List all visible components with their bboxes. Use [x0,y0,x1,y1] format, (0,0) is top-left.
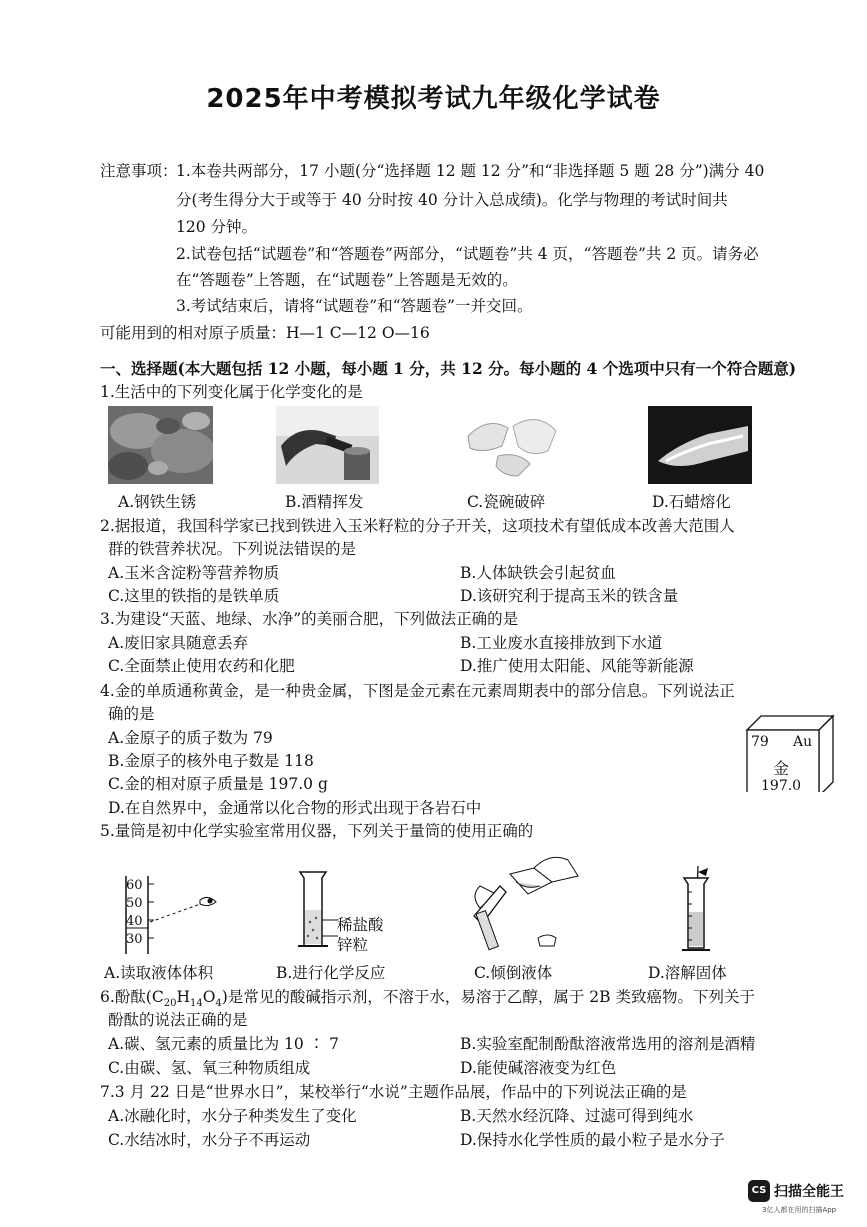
pouring-liquid-diagram [460,846,590,958]
q4-option: C.金的相对原子质量是 197.0 g [108,775,328,793]
question-6-stem: 酚酞的说法正确的是 [108,1011,248,1029]
q5-option: C.倾倒液体 [474,964,553,982]
notes-line: 在“答题卷”上答题，在“试题卷”上答题是无效的。 [176,271,518,289]
element-symbol: Au [793,734,813,750]
question-2-stem: 2.据报道，我国科学家已找到铁进入玉米籽粒的分子开关，这项技术有望低成本改善大范围人 [100,517,735,535]
dissolving-cylinder-diagram [672,862,722,958]
question-5-stem: 5.量筒是初中化学实验室常用仪器，下列关于量筒的使用正确的 [100,822,534,840]
q1-option: B.酒精挥发 [285,493,364,511]
notes-line: 1.本卷共两部分，17 小题(分“选择题 12 题 12 分”和“非选择题 5 题 28 分”)满分 40 [176,162,765,180]
q3-option: D.推广使用太阳能、风能等新能源 [460,657,694,675]
q7-option: D.保持水化学性质的最小粒子是水分子 [460,1131,725,1149]
q3-option: C.全面禁止使用农药和化肥 [108,657,295,675]
notes-label: 注意事项： [100,162,178,180]
question-4-stem: 4.金的单质通称黄金，是一种贵金属，下图是金元素在元素周期表中的部分信息。下列说法正 [100,682,735,700]
camscanner-watermark [748,1178,858,1218]
q4-option: D.在自然界中，金通常以化合物的形式出现于各岩石中 [108,799,482,817]
melting-wax-photo [648,406,752,484]
q2-option: B.人体缺铁会引起贫血 [460,564,616,582]
section-heading: 一、选择题(本大题包括 12 小题，每小题 1 分，共 12 分。每小题的 4 个选项中只有一个符合题意) [100,359,797,378]
q4-option: B.金原子的核外电子数是 118 [108,752,314,770]
q1-option: A.钢铁生锈 [118,493,197,511]
q6-option: D.能使碱溶液变为红色 [460,1059,617,1077]
scale-label: 40 [126,914,143,929]
question-4-stem: 确的是 [108,705,155,723]
page-title: 2025年中考模拟考试九年级化学试卷 [206,84,661,114]
q4-option: A.金原子的质子数为 79 [108,729,273,747]
question-1-stem: 1.生活中的下列变化属于化学变化的是 [100,383,363,401]
notes-line: 分(考生得分大于或等于 40 分时按 40 分计入总成绩)。化学与物理的考试时间共 [176,191,728,209]
q5-option: A.读取液体体积 [104,964,214,982]
scale-label: 30 [126,932,143,947]
notes-line: 120 分钟。 [176,218,258,236]
question-7-stem: 7.3 月 22 日是“世界水日”，某校举行“水说”主题作品展，作品中的下列说法正确的是 [100,1083,687,1101]
q7-option: B.天然水经沉降、过滤可得到纯水 [460,1107,694,1125]
atomic-number: 79 [751,734,769,750]
alcohol-fueling-photo [276,406,379,484]
label-acid: 稀盐酸 [337,916,384,934]
q7-option: C.水结冰时，水分子不再运动 [108,1131,311,1149]
question-3-stem: 3.为建设“天蓝、地绿、水净”的美丽合肥，下列做法正确的是 [100,610,519,628]
q1-option: C.瓷碗破碎 [467,493,546,511]
q6-option: A.碳、氢元素的质量比为 10 ∶ 7 [108,1035,339,1053]
q5-option: B.进行化学反应 [276,964,386,982]
q2-option: A.玉米含淀粉等营养物质 [108,564,280,582]
q3-option: B.工业废水直接排放到下水道 [460,634,663,652]
scale-label: 50 [126,896,143,911]
element-tile-gold [747,716,819,796]
element-name: 金 [773,759,790,778]
q2-option: D.该研究利于提高玉米的铁含量 [460,587,679,605]
atomic-mass-line: 可能用到的相对原子质量：H—1 C—12 O—16 [100,324,430,342]
q5-option: D.溶解固体 [648,964,727,982]
camscanner-logo-icon: CS [748,1180,770,1202]
q6-option: B.实验室配制酚酞溶液常选用的溶剂是酒精 [460,1035,756,1053]
broken-bowl-photo [458,406,566,484]
scale-label: 60 [126,878,143,893]
watermark-name: 扫描全能王 [774,1184,844,1200]
q2-option: C.这里的铁指的是铁单质 [108,587,280,605]
atomic-mass: 197.0 [761,778,802,794]
rusting-steel-photo [108,406,213,484]
notes-line: 2.试卷包括“试题卷”和“答题卷”两部分，“试题卷”共 4 页，“答题卷”共 2 页。请务必 [176,245,759,263]
q6-option: C.由碳、氢、氧三种物质组成 [108,1059,311,1077]
notes-line: 3.考试结束后，请将“试题卷”和“答题卷”一并交回。 [176,297,533,315]
q1-option: D.石蜡熔化 [652,493,731,511]
question-6-stem: 6.酚酞$(C_{20}H_{14}O_4)$是常见的酸碱指示剂，不溶于水，易溶于乙醇，属于 2B 类致癌物。下列关于 [100,988,755,1010]
label-zinc: 锌粒 [337,936,369,954]
watermark-tagline: 3亿人都在用的扫描App [762,1206,837,1214]
question-2-stem: 群的铁营养状况。下列说法错误的是 [108,540,357,558]
q3-option: A.废旧家具随意丢弃 [108,634,249,652]
q7-option: A.冰融化时，水分子种类发生了变化 [108,1107,357,1125]
